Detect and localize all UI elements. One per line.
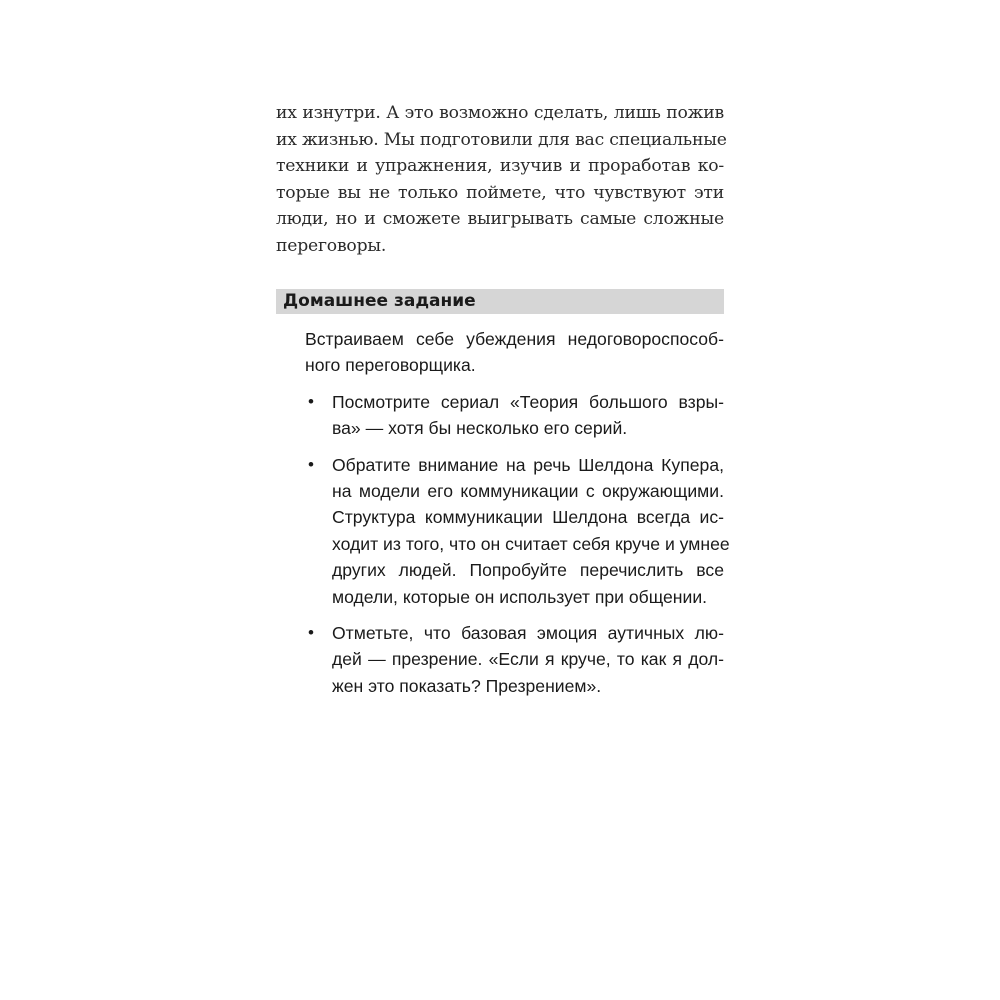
intro-line: переговоры. [276,235,387,256]
list-item-line: Структура коммуникации Шелдона всегда ис- [332,507,724,528]
intro-line: техники и упражнения, изучив и проработав ко- [276,156,724,177]
bullet-icon: • [308,454,314,474]
list-item-line: ходит из того, что он считает себя круче и умнее [332,533,730,554]
list-item-line: ва» — хотя бы несколько его серий. [332,418,628,439]
intro-line: торые вы не только поймете, что чувствуют эти [276,182,724,203]
homework-header [276,289,724,314]
bullet-icon: • [308,623,314,643]
list-item [305,452,730,610]
list-item [305,389,724,442]
intro-line: их изнутри. А это возможно сделать, лишь пожив [276,103,724,123]
intro-text [276,100,727,260]
homework-title: Домашнее задание [283,291,476,311]
intro-line: люди, но и сможете выигрывать самые сложные [276,209,724,230]
homework-lead-line: ного переговорщика. [305,355,476,376]
list-item-line: Отметьте, что базовая эмоция аутичных лю- [332,623,724,644]
list-item-line: других людей. Попробуйте перечислить все [332,560,724,581]
list-item-line: на модели его коммуникации с окружающими. [332,481,724,502]
homework-body [305,326,730,699]
list-item-line: Обратите внимание на речь Шелдона Купера, [332,454,724,475]
list-item-line: модели, которые он использует при общении. [332,586,708,607]
intro-line: их жизнью. Мы подготовили для вас специальные [276,129,727,150]
bullet-icon: • [308,391,314,411]
list-item-line: жен это показать? Презрением». [332,675,602,696]
intro-paragraph [276,100,727,260]
homework-list [305,389,730,699]
homework-lead [305,326,724,379]
list-item-line: Посмотрите сериал «Теория большого взры- [332,391,724,412]
homework-lead-line: Встраиваем себе убеждения недоговороспособ- [305,329,724,349]
list-item-line: дей — презрение. «Если я круче, то как я дол- [332,649,724,670]
list-item [305,620,724,699]
